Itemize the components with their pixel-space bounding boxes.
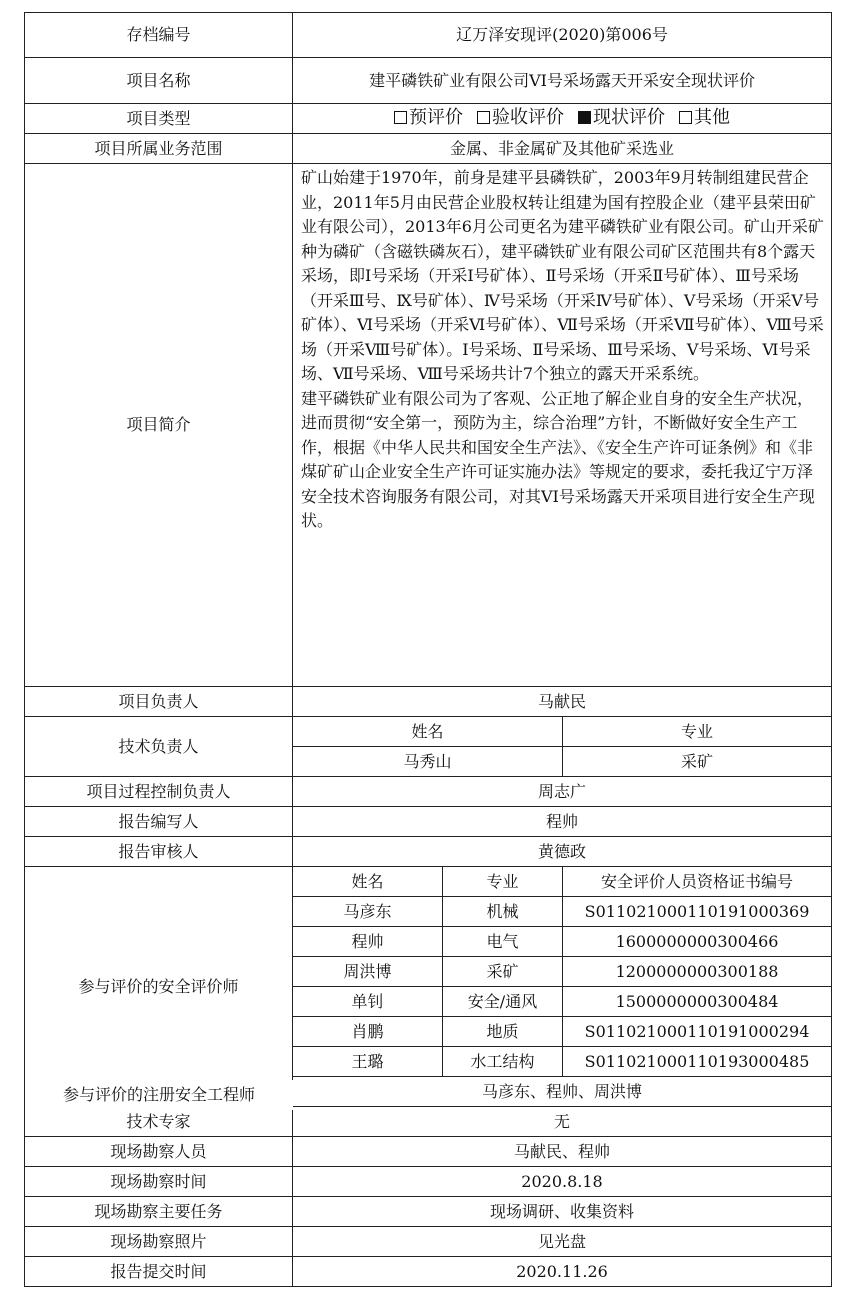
project-name-label: 项目名称 xyxy=(25,58,293,104)
evaluator-name: 单钊 xyxy=(293,987,443,1017)
survey-staff-value: 马献民、程帅 xyxy=(293,1137,832,1167)
survey-date-label: 现场勘察时间 xyxy=(25,1167,293,1197)
submit-date-value: 2020.11.26 xyxy=(293,1257,832,1287)
evaluator-cert: S011021000110191000294 xyxy=(563,1017,832,1047)
tech-leader-name-header: 姓名 xyxy=(293,717,563,747)
tech-leader-name: 马秀山 xyxy=(293,747,563,777)
option-acceptance-evaluation[interactable]: 验收评价 xyxy=(477,108,564,128)
project-leader-value: 马献民 xyxy=(293,687,832,717)
survey-task-value: 现场调研、收集资料 xyxy=(293,1197,832,1227)
checkbox-icon xyxy=(394,111,407,124)
business-scope-label: 项目所属业务范围 xyxy=(25,134,293,164)
evaluator-major: 机械 xyxy=(443,897,563,927)
writer-label: 报告编写人 xyxy=(25,807,293,837)
tech-leader-major: 采矿 xyxy=(563,747,832,777)
registered-engineers-value: 马彦东、程帅、周洪博 xyxy=(293,1077,832,1107)
tech-leader-major-header: 专业 xyxy=(563,717,832,747)
survey-photos-value: 见光盘 xyxy=(293,1227,832,1257)
project-type-label: 项目类型 xyxy=(25,104,293,134)
evaluator-major: 地质 xyxy=(443,1017,563,1047)
project-type-options xyxy=(293,104,832,134)
intro-paragraph-1: 矿山始建于1970年，前身是建平县磷铁矿，2003年9月转制组建民营企业，2011年5月由民营企业股权转让组建为国有控股企业（建平县荣田矿业有限公司），2013年6月公司更名为建平磷铁矿业有限公司。矿山开采矿种为磷矿（含磁铁磷灰石），建平磷铁矿业有限公司矿区范围共有8个露天采场，即Ⅰ号采场（开采Ⅰ号矿体）、Ⅱ号采场（开采Ⅱ号矿体）、Ⅲ号采场（开采Ⅲ号、Ⅸ号矿体）、Ⅳ号采场（开采Ⅳ号矿体）、Ⅴ号采场（开采Ⅴ号矿体）、Ⅵ号采场（开采Ⅵ号矿体）、Ⅶ号采场（开采Ⅶ号矿体）、Ⅷ号采场（开采Ⅷ号矿体）。Ⅰ号采场、Ⅱ号采场、Ⅲ号采场、Ⅴ号采场、Ⅵ号采场、Ⅶ号采场、Ⅷ号采场共计7个独立的露天开采系统。 xyxy=(301,168,824,383)
reviewer-value: 黄德政 xyxy=(293,837,832,867)
survey-task-label: 现场勘察主要任务 xyxy=(25,1197,293,1227)
writer-value: 程帅 xyxy=(293,807,832,837)
evaluator-name: 肖鹏 xyxy=(293,1017,443,1047)
evaluator-name: 马彦东 xyxy=(293,897,443,927)
option-pre-evaluation[interactable]: 预评价 xyxy=(394,108,463,128)
evaluator-cert: S011021000110191000369 xyxy=(563,897,832,927)
project-name-value: 建平磷铁矿业有限公司VI号采场露天开采安全现状评价 xyxy=(293,58,832,104)
checkbox-icon xyxy=(477,111,490,124)
checkbox-icon xyxy=(679,111,692,124)
evaluator-cert: 1200000000300188 xyxy=(563,957,832,987)
survey-date-value: 2020.8.18 xyxy=(293,1167,832,1197)
intro-text xyxy=(293,164,832,687)
submit-date-label: 报告提交时间 xyxy=(25,1257,293,1287)
archive-no-value: 辽万泽安现评(2020)第006号 xyxy=(293,13,832,58)
project-leader-label: 项目负责人 xyxy=(25,687,293,717)
process-control-value: 周志广 xyxy=(293,777,832,807)
evaluators-name-header: 姓名 xyxy=(293,867,443,897)
evaluators-major-header: 专业 xyxy=(443,867,563,897)
intro-paragraph-2: 建平磷铁矿业有限公司为了客观、公正地了解企业自身的安全生产状况，进而贯彻“安全第一，预防为主，综合治理”方针，不断做好安全生产工作，根据《中华人民共和国安全生产法》、《安全生产许可证条例》和《非煤矿矿山企业安全生产许可证实施办法》等规定的要求，委托我辽宁万泽安全技术咨询服务有限公司，对其VI号采场露天开采项目进行安全生产现状。 xyxy=(301,388,815,530)
survey-staff-label: 现场勘察人员 xyxy=(25,1137,293,1167)
reviewer-label: 报告审核人 xyxy=(25,837,293,867)
evaluator-cert: 1500000000300484 xyxy=(563,987,832,1017)
option-other[interactable]: 其他 xyxy=(679,108,730,128)
evaluator-major: 采矿 xyxy=(443,957,563,987)
tech-expert-value: 无 xyxy=(293,1107,832,1137)
process-control-label: 项目过程控制负责人 xyxy=(25,777,293,807)
evaluator-name: 周洪博 xyxy=(293,957,443,987)
registered-engineers-label: 参与评价的注册安全工程师 xyxy=(25,1080,293,1110)
evaluator-cert: S011021000110193000485 xyxy=(563,1047,832,1077)
survey-photos-label: 现场勘察照片 xyxy=(25,1227,293,1257)
tech-leader-label: 技术负责人 xyxy=(25,717,293,777)
archive-no-label: 存档编号 xyxy=(25,13,293,58)
evaluator-major: 安全/通风 xyxy=(443,987,563,1017)
evaluator-major: 水工结构 xyxy=(443,1047,563,1077)
evaluator-name: 王璐 xyxy=(293,1047,443,1077)
business-scope-value: 金属、非金属矿及其他矿采选业 xyxy=(293,134,832,164)
checkbox-checked-icon xyxy=(578,111,591,124)
evaluators-cert-header: 安全评价人员资格证书编号 xyxy=(563,867,832,897)
evaluator-major: 电气 xyxy=(443,927,563,957)
evaluator-name: 程帅 xyxy=(293,927,443,957)
evaluators-label: 参与评价的安全评价师 xyxy=(25,867,293,1107)
evaluator-cert: 1600000000300466 xyxy=(563,927,832,957)
option-status-evaluation[interactable]: 现状评价 xyxy=(578,108,665,128)
intro-label: 项目简介 xyxy=(25,164,293,687)
tech-expert-label: 技术专家 xyxy=(25,1107,293,1137)
